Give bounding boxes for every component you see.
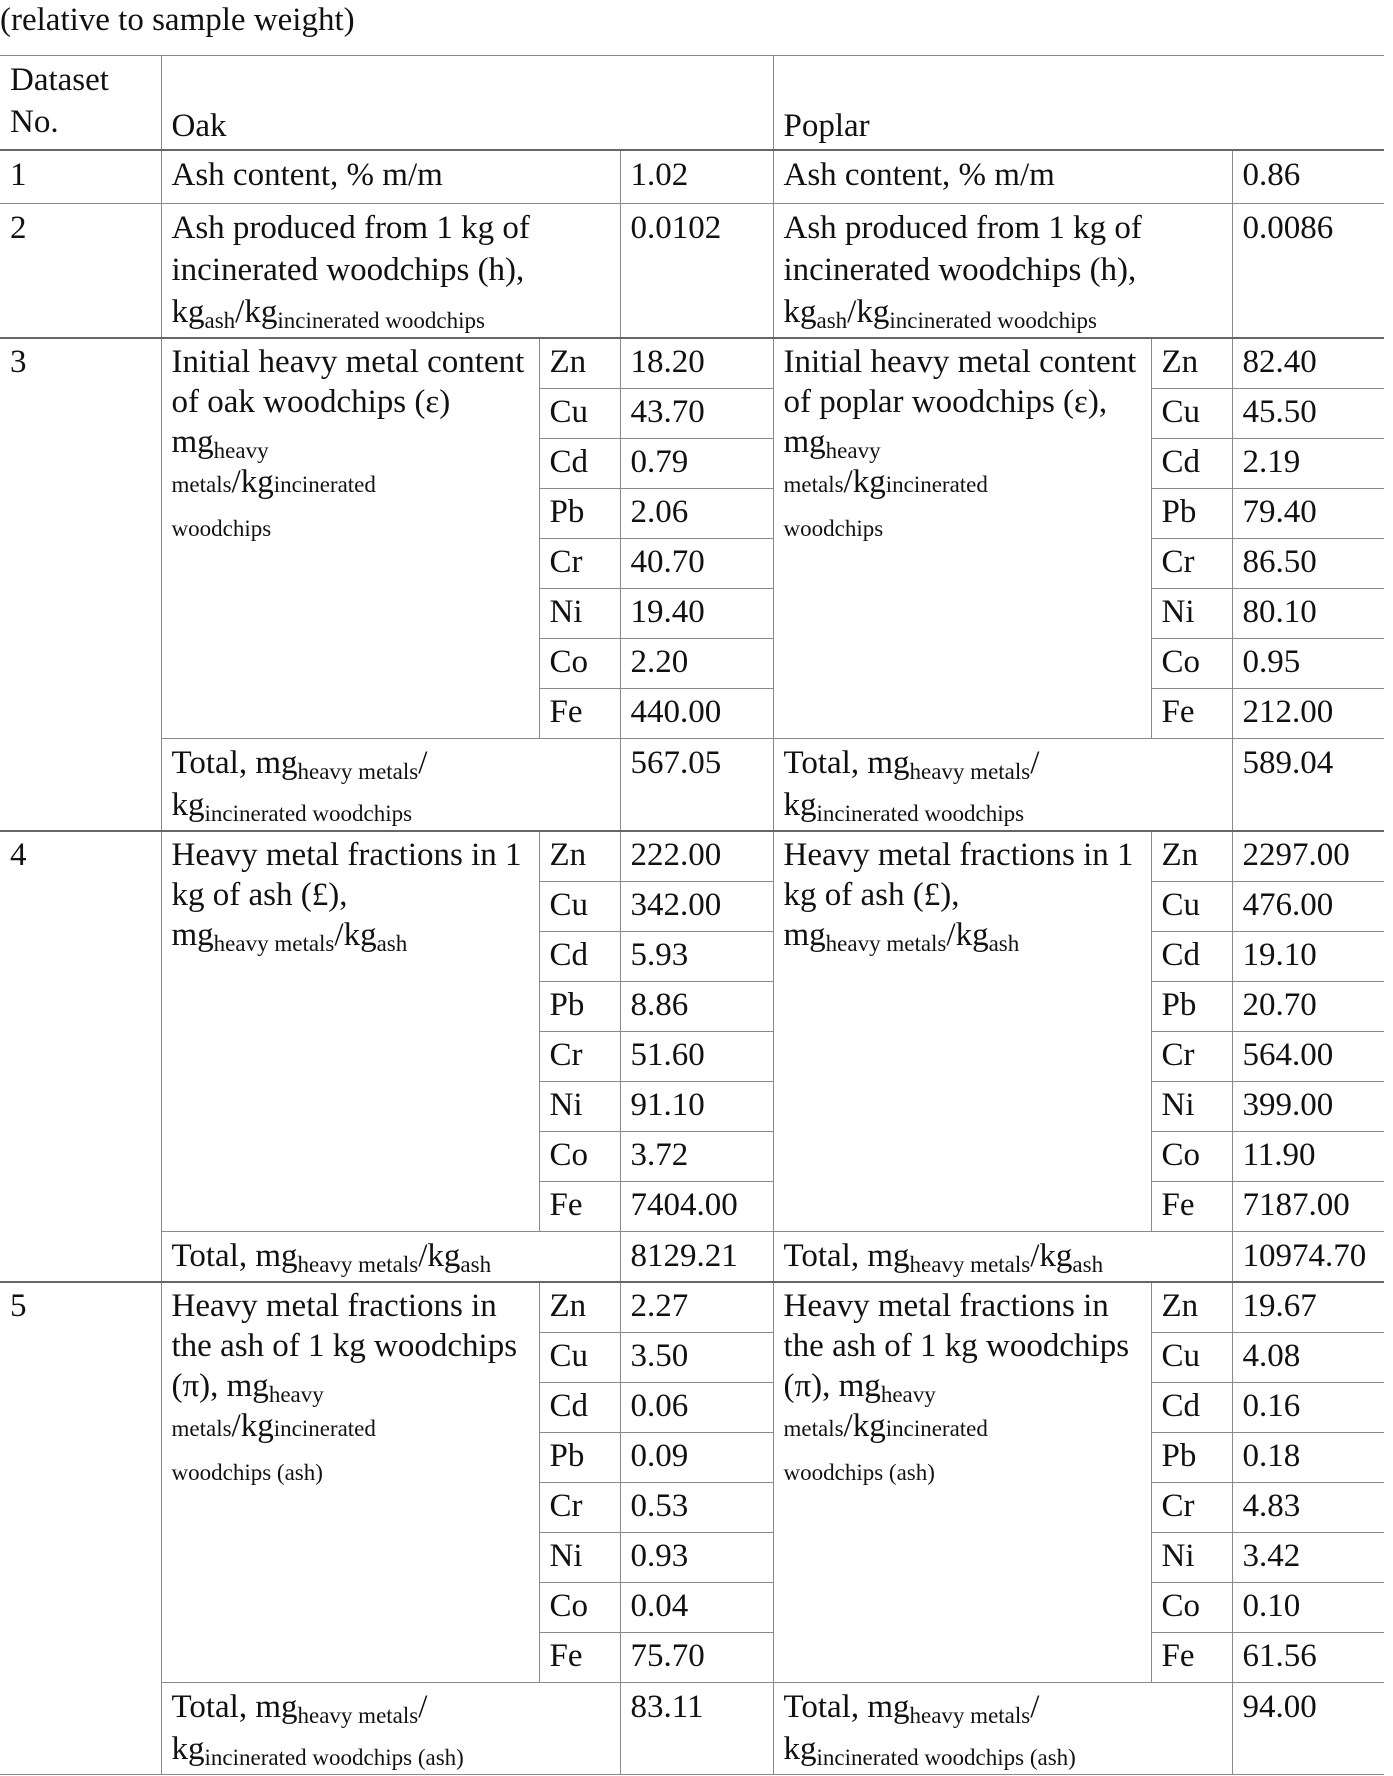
oak-metal-value: 440.00 — [620, 689, 773, 739]
oak-initial-metal-label: Initial heavy metal content of oak woodchips (ε) $mg_{heavy}$ metals/kgincinerated woodchips — [161, 338, 539, 739]
dataset-number: 4 — [0, 831, 161, 1282]
oak-metal-value: 0.06 — [620, 1383, 773, 1433]
metal-symbol: Ni — [539, 1533, 620, 1583]
table-row — [0, 831, 1384, 882]
poplar-ash-produced-label: Ash produced from 1 kg of incinerated woodchips (h), $kg_{ash}/kg_{incinerated woodchips}$ — [773, 204, 1232, 339]
metal-symbol: Co — [539, 1132, 620, 1182]
metal-symbol: Cd — [1151, 932, 1232, 982]
metal-symbol: Cu — [539, 1333, 620, 1383]
oak-metal-value: 0.04 — [620, 1583, 773, 1633]
metal-symbol: Cr — [1151, 1032, 1232, 1082]
oak-metal-value: 18.20 — [620, 338, 773, 389]
oak-ash-content-label: Ash content, % m/m — [161, 150, 620, 204]
table-header-row — [0, 56, 1384, 151]
metal-symbol: Pb — [539, 489, 620, 539]
poplar-metal-value: 61.56 — [1232, 1633, 1384, 1683]
metal-symbol: Co — [1151, 1583, 1232, 1633]
oak-metal-value: 0.79 — [620, 439, 773, 489]
poplar-metal-value: 212.00 — [1232, 689, 1384, 739]
dataset-no-header: Dataset No. — [0, 56, 161, 151]
metal-symbol: Fe — [539, 689, 620, 739]
oak-metal-value: 2.20 — [620, 639, 773, 689]
metal-symbol: Cr — [1151, 1483, 1232, 1533]
poplar-metal-value: 11.90 — [1232, 1132, 1384, 1182]
dataset-number: 3 — [0, 338, 161, 831]
metal-symbol: Co — [1151, 1132, 1232, 1182]
poplar-ash-content-label: Ash content, % m/m — [773, 150, 1232, 204]
metal-symbol: Zn — [1151, 338, 1232, 389]
oak-metal-value: 222.00 — [620, 831, 773, 882]
poplar-metal-value: 2297.00 — [1232, 831, 1384, 882]
poplar-metal-value: 7187.00 — [1232, 1182, 1384, 1232]
poplar-metal-value: 476.00 — [1232, 882, 1384, 932]
metal-symbol: Ni — [1151, 589, 1232, 639]
metal-symbol: Pb — [539, 1433, 620, 1483]
oak-metal-value: 0.93 — [620, 1533, 773, 1583]
oak-metal-value: 75.70 — [620, 1633, 773, 1683]
poplar-metal-value: 19.67 — [1232, 1282, 1384, 1333]
oak-metal-value: 19.40 — [620, 589, 773, 639]
metal-symbol: Cr — [539, 1032, 620, 1082]
oak-metal-value: 8.86 — [620, 982, 773, 1032]
metal-symbol: Ni — [1151, 1082, 1232, 1132]
table-row — [0, 338, 1384, 389]
poplar-initial-metal-label: Initial heavy metal content of poplar woodchips (ε), $mg_{heavy}$ metals/kgincinerated woodchips — [773, 338, 1151, 739]
dataset-number: 2 — [0, 204, 161, 339]
oak-metal-value: 7404.00 — [620, 1182, 773, 1232]
oak-metal-value: 0.09 — [620, 1433, 773, 1483]
poplar-metal-value: 0.16 — [1232, 1383, 1384, 1433]
metal-symbol: Cd — [1151, 439, 1232, 489]
oak-total-label: Total, $mg_{heavy metals}/$ $kg_{incinerated woodchips (ash)}$ — [161, 1683, 620, 1775]
oak-ash-fraction-label: Heavy metal fractions in 1 kg of ash (£), $mg_{heavy metals}/kg_{ash}$ — [161, 831, 539, 1232]
poplar-total-label: Total, $mg_{heavy metals}/$ $kg_{incinerated woodchips}$ — [773, 739, 1232, 832]
metal-symbol: Ni — [539, 1082, 620, 1132]
metal-symbol: Cd — [539, 1383, 620, 1433]
poplar-metal-value: 20.70 — [1232, 982, 1384, 1032]
poplar-metal-value: 45.50 — [1232, 389, 1384, 439]
metal-symbol: Pb — [1151, 982, 1232, 1032]
poplar-metal-value: 80.10 — [1232, 589, 1384, 639]
poplar-total-label: Total, $mg_{heavy metals}/kg_{ash}$ — [773, 1232, 1232, 1283]
metal-symbol: Zn — [539, 338, 620, 389]
oak-total-value: 83.11 — [620, 1683, 773, 1775]
oak-metal-value: 0.53 — [620, 1483, 773, 1533]
metal-symbol: Cu — [1151, 1333, 1232, 1383]
metal-symbol: Cu — [539, 882, 620, 932]
oak-ash-content-value: 1.02 — [620, 150, 773, 204]
oak-metal-value: 2.27 — [620, 1282, 773, 1333]
oak-metal-value: 342.00 — [620, 882, 773, 932]
oak-metal-value: 91.10 — [620, 1082, 773, 1132]
poplar-metal-value: 86.50 — [1232, 539, 1384, 589]
oak-metal-value: 40.70 — [620, 539, 773, 589]
metal-symbol: Cu — [539, 389, 620, 439]
poplar-metal-value: 0.95 — [1232, 639, 1384, 689]
metal-symbol: Fe — [539, 1182, 620, 1232]
oak-metal-value: 2.06 — [620, 489, 773, 539]
oak-total-value: 567.05 — [620, 739, 773, 832]
ash-heavy-metal-table — [0, 55, 1384, 1775]
table-caption: (relative to sample weight) — [0, 2, 355, 38]
poplar-metal-value: 564.00 — [1232, 1032, 1384, 1082]
poplar-total-label: Total, $mg_{heavy metals}/$ $kg_{incinerated woodchips (ash)}$ — [773, 1683, 1232, 1775]
metal-symbol: Fe — [539, 1633, 620, 1683]
poplar-header: Poplar — [773, 56, 1384, 151]
poplar-metal-value: 2.19 — [1232, 439, 1384, 489]
metal-symbol: Zn — [1151, 1282, 1232, 1333]
oak-total-label: Total, $mg_{heavy metals}/kg_{ash}$ — [161, 1232, 620, 1283]
metal-symbol: Fe — [1151, 689, 1232, 739]
poplar-metal-value: 0.10 — [1232, 1583, 1384, 1633]
oak-ash-produced-label: Ash produced from 1 kg of incinerated woodchips (h), $kg_{ash}/kg_{incinerated woodchips}$ — [161, 204, 620, 339]
metal-symbol: Cd — [1151, 1383, 1232, 1433]
poplar-ash-fraction-label: Heavy metal fractions in 1 kg of ash (£), $mg_{heavy metals}/kg_{ash}$ — [773, 831, 1151, 1232]
metal-symbol: Cr — [539, 539, 620, 589]
metal-symbol: Zn — [539, 831, 620, 882]
poplar-metal-value: 3.42 — [1232, 1533, 1384, 1583]
metal-symbol: Ni — [1151, 1533, 1232, 1583]
oak-total-label: Total, $mg_{heavy metals}/$ $kg_{incinerated woodchips}$ — [161, 739, 620, 832]
oak-metal-value: 3.72 — [620, 1132, 773, 1182]
metal-symbol: Pb — [539, 982, 620, 1032]
oak-total-value: 8129.21 — [620, 1232, 773, 1283]
poplar-metal-value: 79.40 — [1232, 489, 1384, 539]
table-row — [0, 1683, 1384, 1775]
metal-symbol: Ni — [539, 589, 620, 639]
poplar-ash-produced-value: 0.0086 — [1232, 204, 1384, 339]
table-row — [0, 1232, 1384, 1283]
metal-symbol: Zn — [539, 1282, 620, 1333]
poplar-ash-content-value: 0.86 — [1232, 150, 1384, 204]
metal-symbol: Fe — [1151, 1182, 1232, 1232]
poplar-metal-value: 0.18 — [1232, 1433, 1384, 1483]
metal-symbol: Co — [1151, 639, 1232, 689]
dataset-number: 1 — [0, 150, 161, 204]
oak-metal-value: 5.93 — [620, 932, 773, 982]
poplar-metal-value: 399.00 — [1232, 1082, 1384, 1132]
table-row — [0, 1282, 1384, 1333]
metal-symbol: Cr — [1151, 539, 1232, 589]
poplar-metal-value: 19.10 — [1232, 932, 1384, 982]
metal-symbol: Cu — [1151, 882, 1232, 932]
table-row — [0, 204, 1384, 339]
oak-metal-value: 43.70 — [620, 389, 773, 439]
table-row — [0, 150, 1384, 204]
metal-symbol: Zn — [1151, 831, 1232, 882]
poplar-total-value: 589.04 — [1232, 739, 1384, 832]
oak-header: Oak — [161, 56, 773, 151]
oak-metal-value: 3.50 — [620, 1333, 773, 1383]
metal-symbol: Pb — [1151, 489, 1232, 539]
poplar-total-value: 94.00 — [1232, 1683, 1384, 1775]
poplar-ash-per-woodchips-label: Heavy metal fractions in the ash of 1 kg woodchips (π), $mg_{heavy}$ metals/kgincinerated woodchips (ash) — [773, 1282, 1151, 1683]
poplar-metal-value: 4.08 — [1232, 1333, 1384, 1383]
poplar-metal-value: 4.83 — [1232, 1483, 1384, 1533]
oak-ash-produced-value: 0.0102 — [620, 204, 773, 339]
metal-symbol: Fe — [1151, 1633, 1232, 1683]
poplar-total-value: 10974.70 — [1232, 1232, 1384, 1283]
dataset-number: 5 — [0, 1282, 161, 1775]
metal-symbol: Co — [539, 1583, 620, 1633]
oak-ash-per-woodchips-label: Heavy metal fractions in the ash of 1 kg woodchips (π), $mg_{heavy}$ metals/kgincinerated woodchips (ash) — [161, 1282, 539, 1683]
metal-symbol: Cd — [539, 439, 620, 489]
metal-symbol: Pb — [1151, 1433, 1232, 1483]
metal-symbol: Co — [539, 639, 620, 689]
metal-symbol: Cr — [539, 1483, 620, 1533]
poplar-metal-value: 82.40 — [1232, 338, 1384, 389]
metal-symbol: Cd — [539, 932, 620, 982]
oak-metal-value: 51.60 — [620, 1032, 773, 1082]
table-row — [0, 739, 1384, 832]
metal-symbol: Cu — [1151, 389, 1232, 439]
